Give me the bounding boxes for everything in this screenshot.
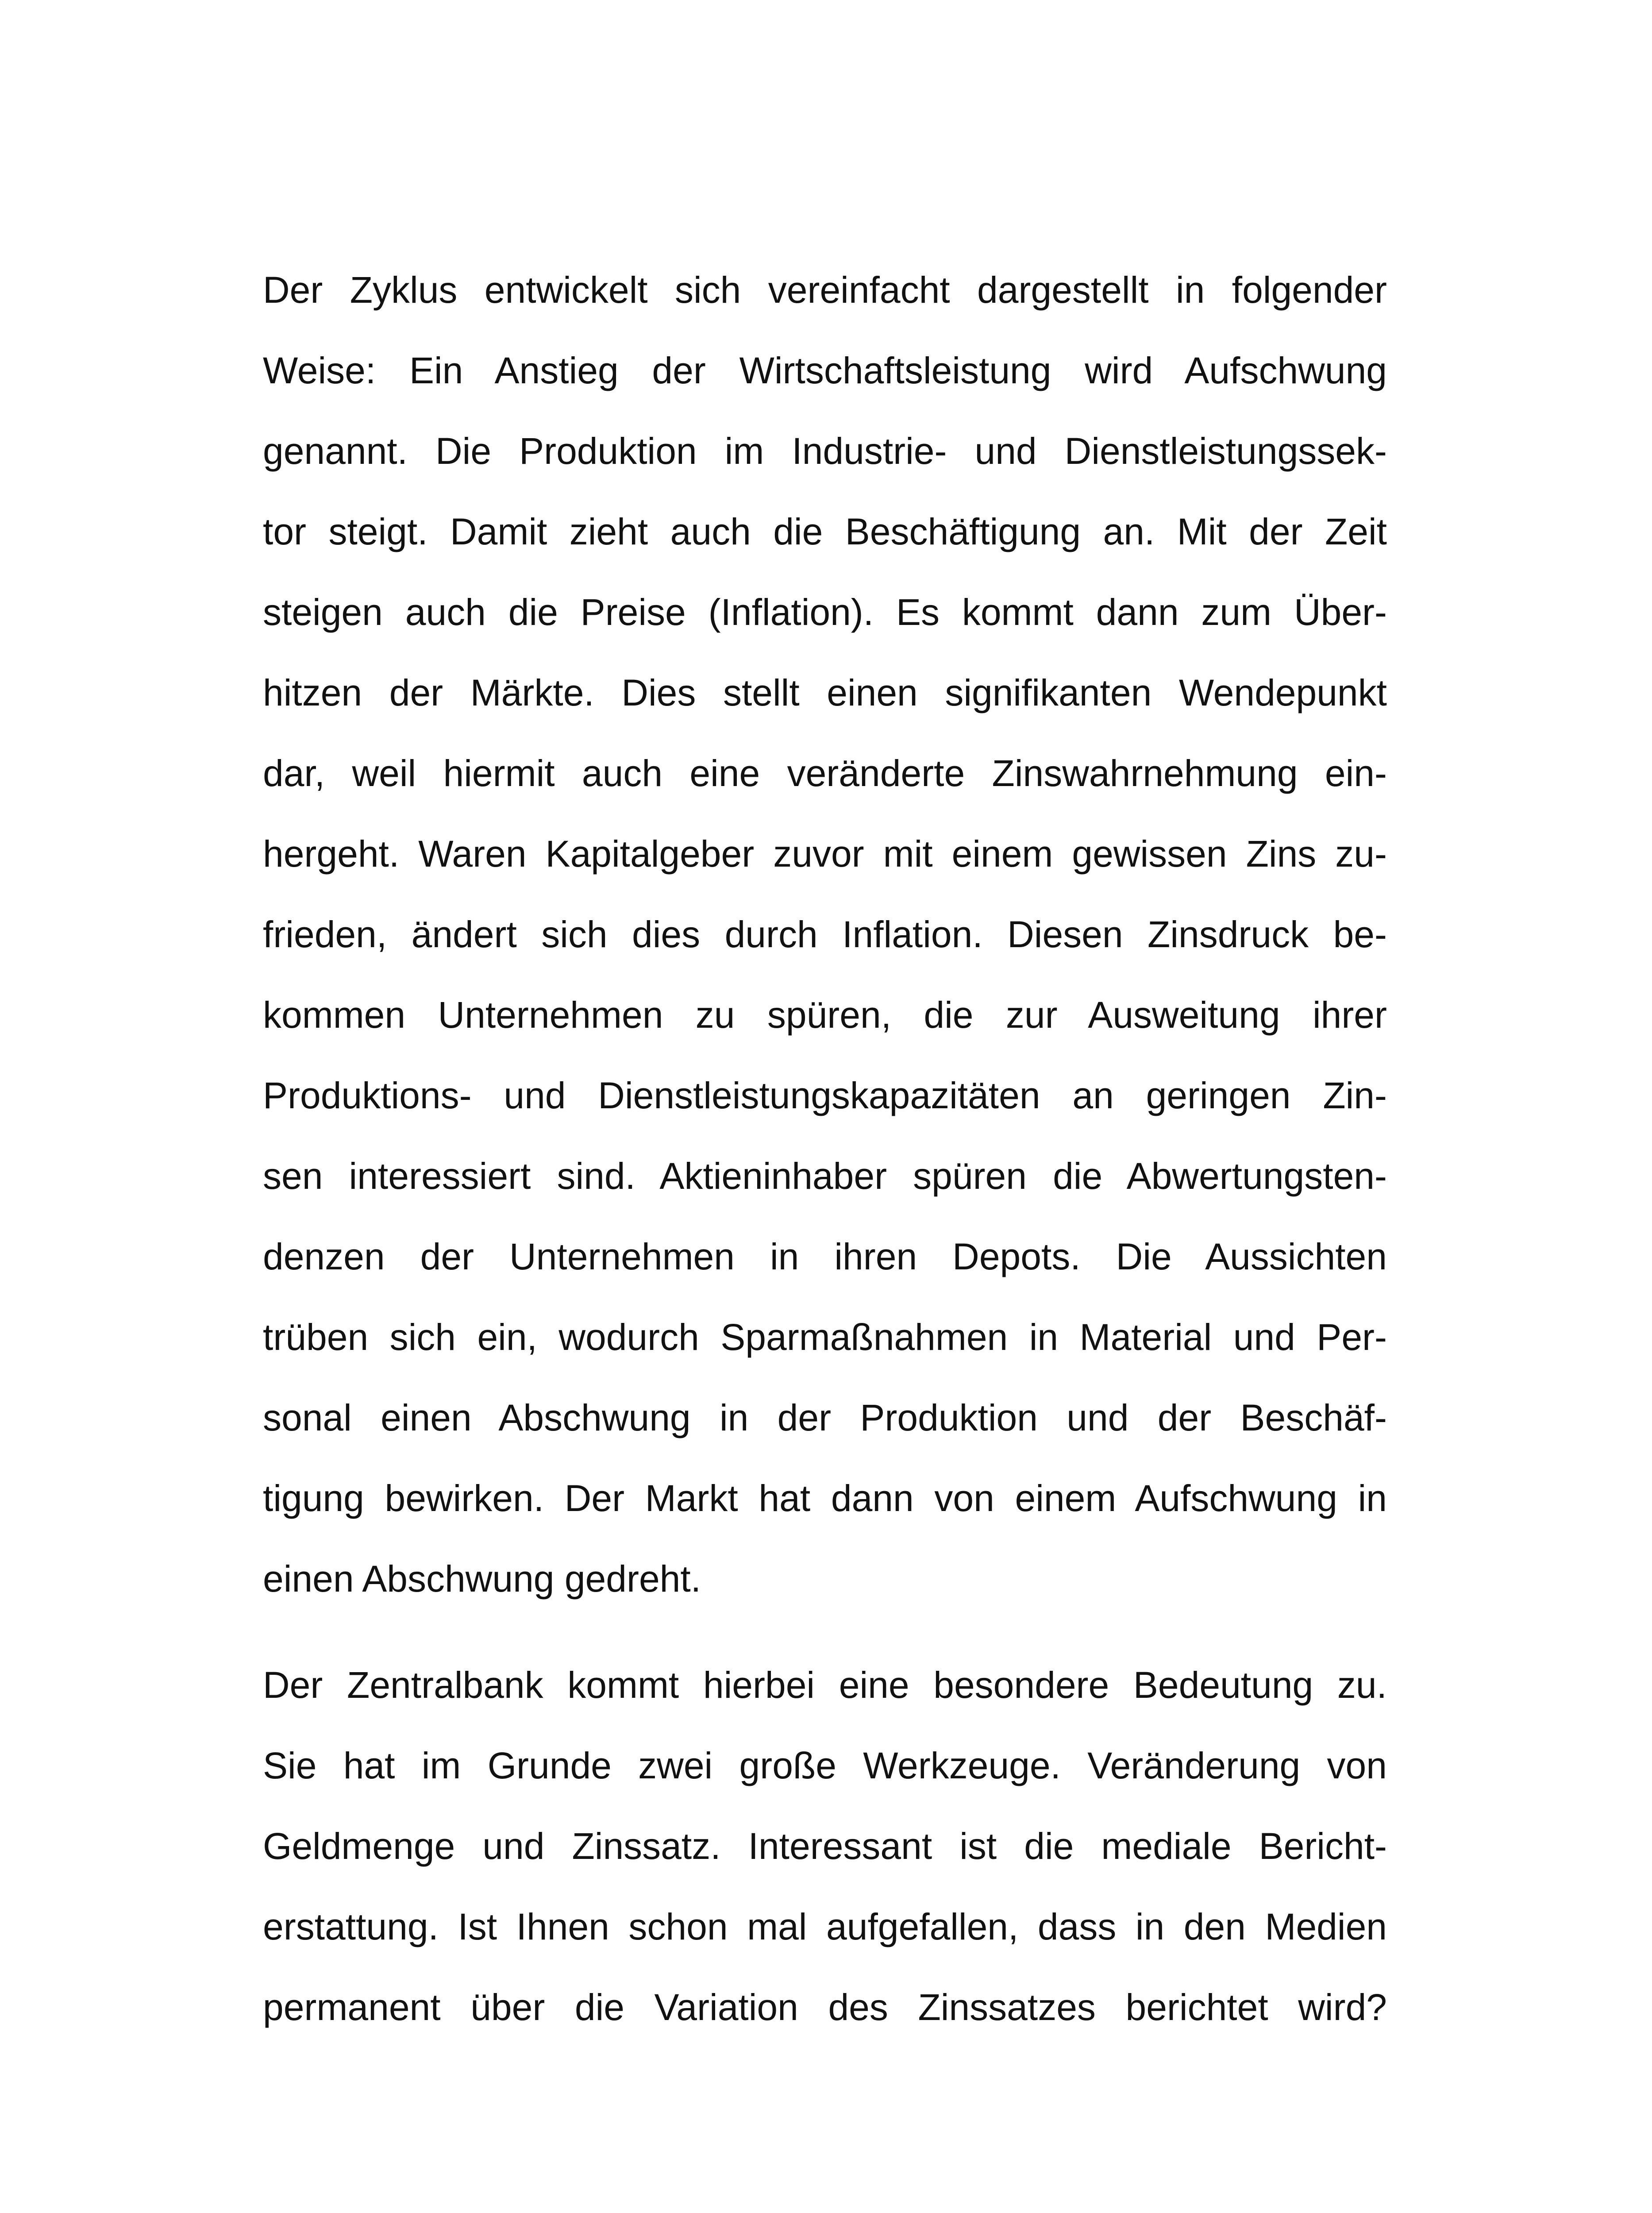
text-line: Der Zentralbank kommt hierbei eine besondere Bedeutung zu. bbox=[263, 1664, 1387, 1706]
text-line: genannt. Die Produktion im Industrie- und Dienstleistungssek- bbox=[263, 430, 1387, 472]
text-line: Der Zyklus entwickelt sich vereinfacht dargestellt in folgender bbox=[263, 269, 1387, 311]
paragraph-2 bbox=[263, 1645, 1387, 2047]
text-line: kommen Unternehmen zu spüren, die zur Ausweitung ihrer bbox=[263, 994, 1387, 1036]
text-line: sonal einen Abschwung in der Produktion und der Beschäf- bbox=[263, 1397, 1387, 1438]
paragraph-spacing bbox=[263, 1619, 1387, 1645]
text-line: Sie hat im Grunde zwei große Werkzeuge. Veränderung von bbox=[263, 1745, 1387, 1786]
paragraph-1 bbox=[263, 250, 1387, 1619]
text-line: steigen auch die Preise (Inflation). Es kommt dann zum Über- bbox=[263, 591, 1387, 633]
text-line: hitzen der Märkte. Dies stellt einen signifikanten Wendepunkt bbox=[263, 672, 1387, 713]
text-line: frieden, ändert sich dies durch Inflation. Diesen Zinsdruck be- bbox=[263, 914, 1387, 955]
text-line: hergeht. Waren Kapitalgeber zuvor mit einem gewissen Zins zu- bbox=[263, 833, 1387, 875]
text-line: trüben sich ein, wodurch Sparmaßnahmen in Material und Per- bbox=[263, 1316, 1387, 1358]
text-line: Weise: Ein Anstieg der Wirtschaftsleistung wird Aufschwung bbox=[263, 350, 1387, 391]
text-line: permanent über die Variation des Zinssatzes berichtet wird? bbox=[263, 1986, 1387, 2028]
text-line: sen interessiert sind. Aktieninhaber spüren die Abwertungsten- bbox=[263, 1155, 1387, 1197]
text-line: dar, weil hiermit auch eine veränderte Zinswahrnehmung ein- bbox=[263, 752, 1387, 794]
text-line: Produktions- und Dienstleistungskapazitäten an geringen Zin- bbox=[263, 1075, 1387, 1116]
text-line: tigung bewirken. Der Markt hat dann von einem Aufschwung in bbox=[263, 1477, 1387, 1519]
text-line: denzen der Unternehmen in ihren Depots. Die Aussichten bbox=[263, 1236, 1387, 1277]
text-line: einen Abschwung gedreht. bbox=[263, 1558, 701, 1600]
text-line: erstattung. Ist Ihnen schon mal aufgefallen, dass in den Medien bbox=[263, 1906, 1387, 1947]
body-text bbox=[263, 250, 1387, 2047]
text-line: Geldmenge und Zinssatz. Interessant ist die mediale Bericht- bbox=[263, 1825, 1387, 1867]
text-line: tor steigt. Damit zieht auch die Beschäftigung an. Mit der Zeit bbox=[263, 511, 1387, 552]
